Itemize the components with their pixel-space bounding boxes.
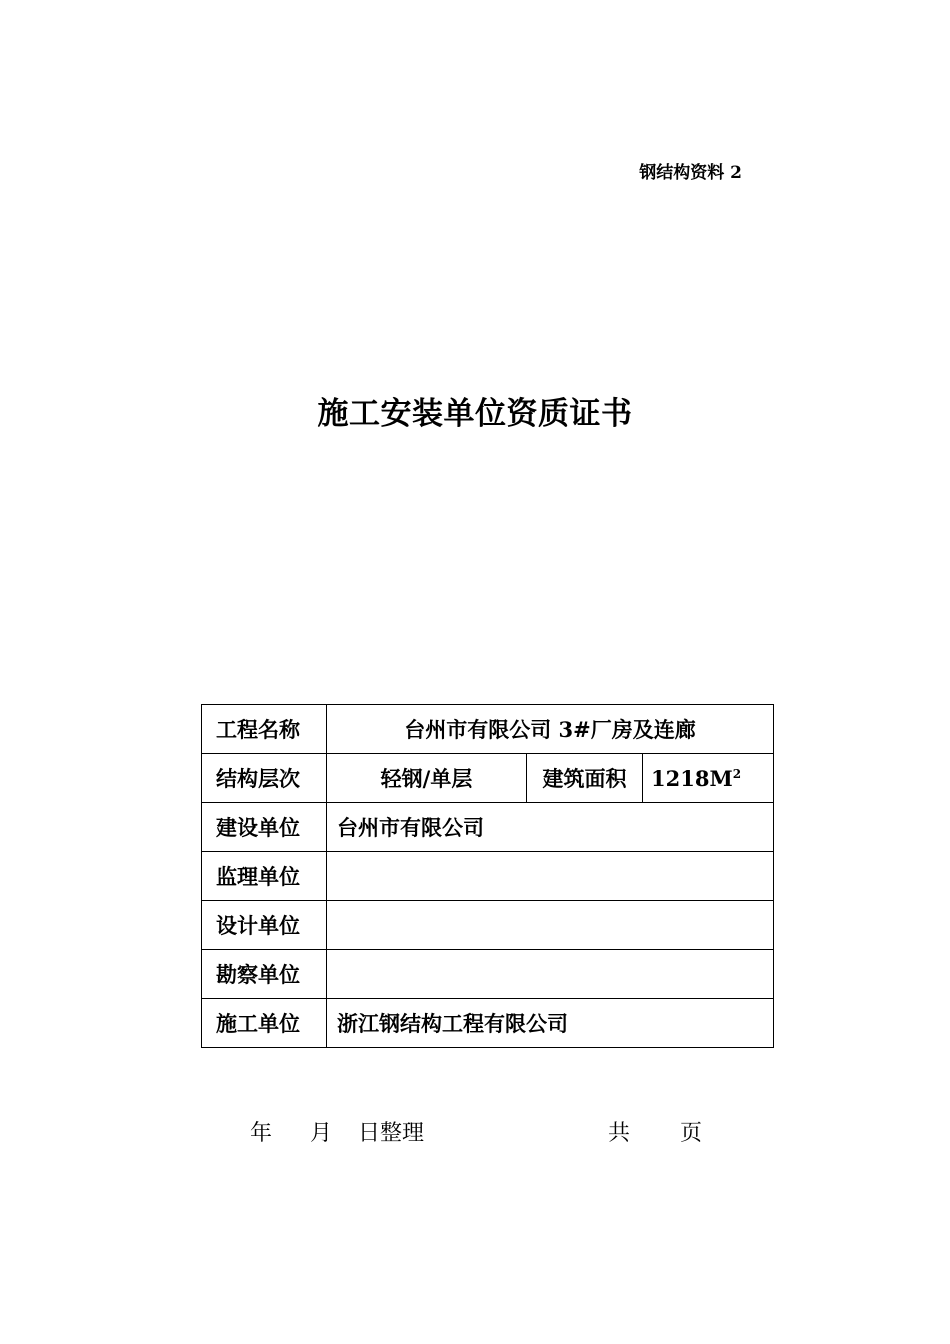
project-info-table — [201, 704, 774, 1048]
area-label: 建筑面积 — [527, 754, 643, 803]
table-row — [202, 803, 774, 852]
table-row — [202, 754, 774, 803]
footer-year: 年 — [250, 1121, 273, 1146]
document-label: 钢结构资料 2 — [639, 163, 742, 183]
contractor-unit-value: 浙江钢结构工程有限公司 — [327, 999, 774, 1048]
construction-unit-value: 台州市有限公司 — [327, 803, 774, 852]
design-unit-value — [327, 901, 774, 950]
supervision-unit-label: 监理单位 — [202, 852, 327, 901]
page-title: 施工安装单位资质证书 — [317, 396, 633, 432]
contractor-unit-label: 施工单位 — [202, 999, 327, 1048]
survey-unit-label: 勘察单位 — [202, 950, 327, 999]
area-unit-superscript: 2 — [732, 766, 742, 781]
footer-month: 月 — [310, 1121, 333, 1146]
structure-label: 结构层次 — [202, 754, 327, 803]
footer-total: 共 — [608, 1121, 631, 1146]
area-value-cell — [643, 754, 774, 803]
design-unit-label: 设计单位 — [202, 901, 327, 950]
structure-value: 轻钢/单层 — [327, 754, 527, 803]
project-name-label: 工程名称 — [202, 705, 327, 754]
footer-day-compiled: 日整理 — [358, 1121, 425, 1146]
survey-unit-value — [327, 950, 774, 999]
supervision-unit-value — [327, 852, 774, 901]
table-row — [202, 705, 774, 754]
table-row — [202, 950, 774, 999]
table-row — [202, 901, 774, 950]
table-row — [202, 852, 774, 901]
construction-unit-label: 建设单位 — [202, 803, 327, 852]
footer-page: 页 — [680, 1121, 703, 1146]
table-row — [202, 999, 774, 1048]
project-name-value: 台州市有限公司 3#厂房及连廊 — [327, 705, 774, 754]
area-value: 1218M — [651, 765, 733, 791]
